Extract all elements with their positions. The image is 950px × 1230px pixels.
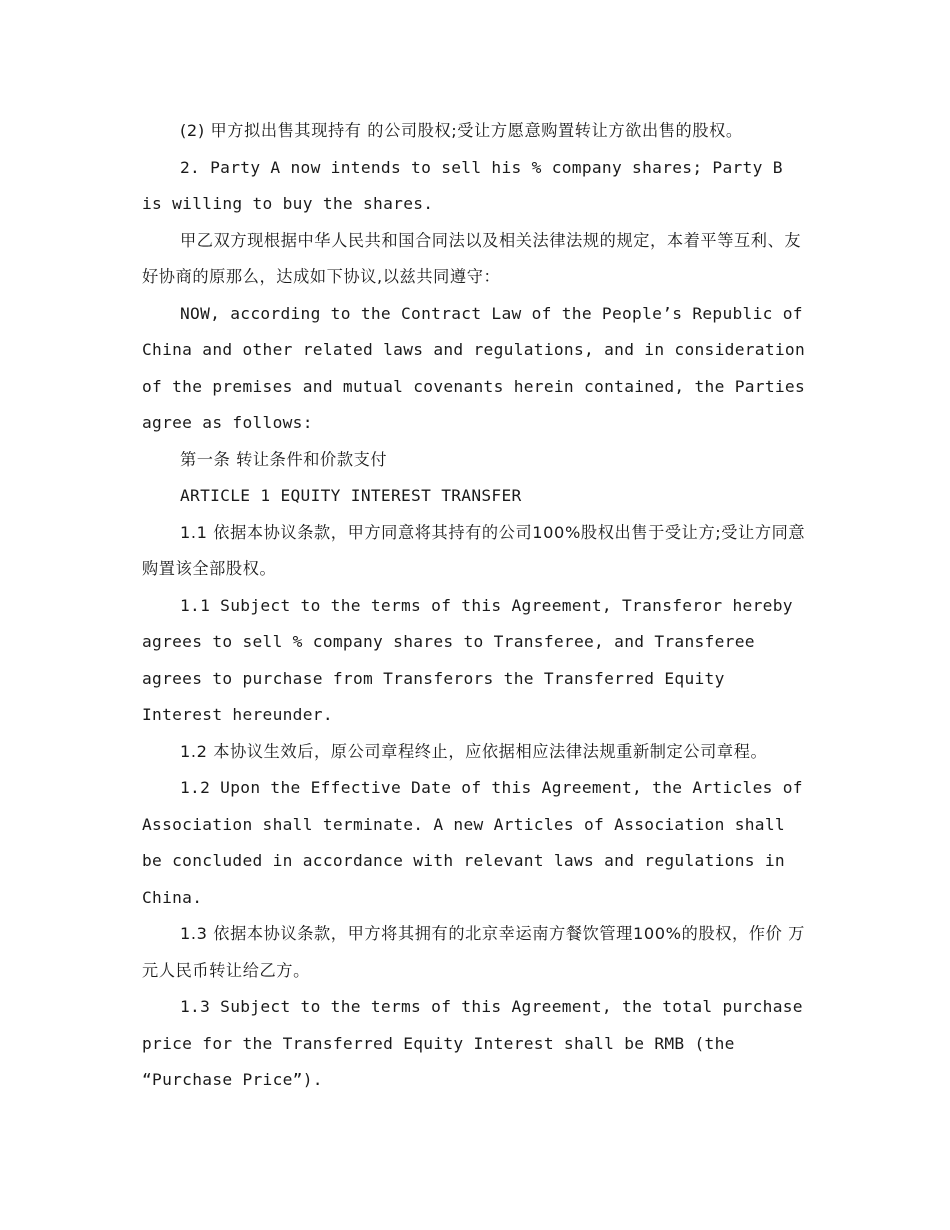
clause-1-2-en: 1.2 Upon the Effective Date of this Agreement, the Articles of Association shall terminate. A new Articles of Association shall be concluded in accordance with relevant laws and regulations in China. [142,778,803,907]
clause-1-3-en: 1.3 Subject to the terms of this Agreement, the total purchase price for the Transferred Equity Interest shall be RMB (the “Purchase Price”). [142,997,803,1089]
article-1-heading-en: ARTICLE 1 EQUITY INTEREST TRANSFER [180,486,522,505]
paragraph-preamble-en: NOW, according to the Contract Law of the People’s Republic of China and other related laws and regulations, and in consideration of the premises and mutual covenants herein contained, the Parties agree as follows: [142,303,806,432]
clause-1-1-en: 1.1 Subject to the terms of this Agreement, Transferor hereby agrees to sell % company shares to Transferee, and Transferee agrees to purchase from Transferors the Transferred Equity Interest hereunder. [142,595,793,724]
document-body [142,113,812,1099]
article-1-heading-cn: 第一条 转让条件和价款支付 [180,449,388,469]
clause-1-2-cn: 1.2 本协议生效后，原公司章程终止，应依据相应法律法规重新制定公司章程。 [180,741,768,761]
paragraph-preamble-cn: 甲乙双方现根据中华人民共和国合同法以及相关法律法规的规定，本着平等互利、友好协商的原那么，达成如下协议,以兹共同遵守： [142,230,802,286]
clause-1-1-cn: 1.1 依据本协议条款，甲方同意将其持有的公司100%股权出售于受让方;受让方同意购置该全部股权。 [142,522,806,578]
clause-1-3-cn: 1.3 依据本协议条款，甲方将其拥有的北京幸运南方餐饮管理100%的股权，作价 万元人民币转让给乙方。 [142,924,805,980]
paragraph-1-cn: (2) 甲方拟出售其现持有 的公司股权;受让方愿意购置转让方欲出售的股权。 [180,121,743,140]
paragraph-1-en: 2. Party A now intends to sell his % company shares; Party B is willing to buy the shares. [142,157,783,213]
